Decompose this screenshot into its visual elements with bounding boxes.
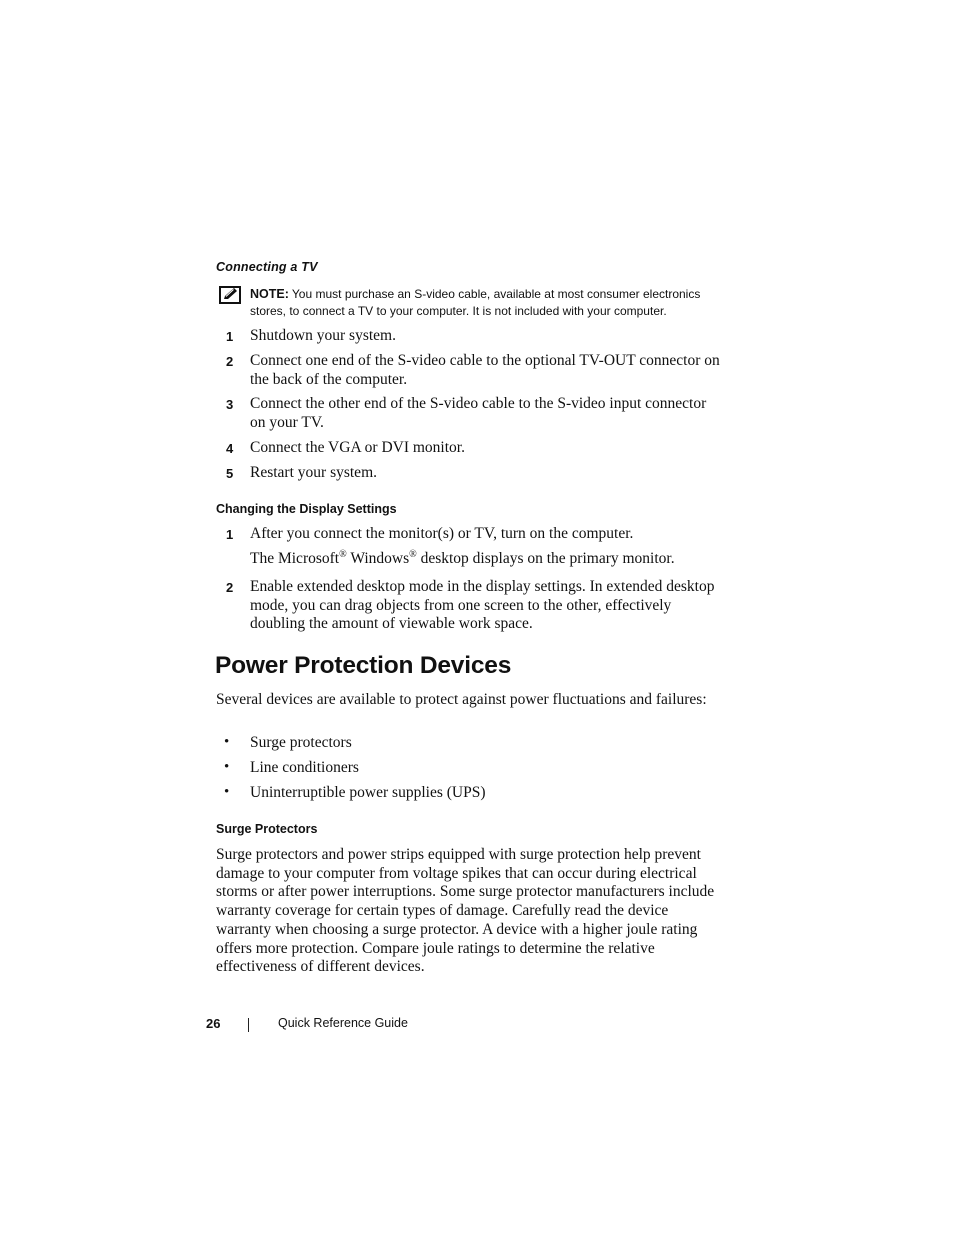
step-number: 1 xyxy=(226,527,234,542)
bullet-marker: • xyxy=(224,784,230,800)
list-item: Uninterruptible power supplies (UPS) xyxy=(250,784,486,801)
step-text: Connect the VGA or DVI monitor. xyxy=(250,439,465,456)
section-heading-connecting-tv: Connecting a TV xyxy=(216,260,318,274)
step-text: After you connect the monitor(s) or TV, turn on the computer. xyxy=(250,525,634,542)
step-text: Enable extended desktop mode in the display settings. In extended desktop mode, you can drag objects from one screen to the other, effectively doubling the amount of viewable work space. xyxy=(250,578,715,632)
step-number: 5 xyxy=(226,466,234,481)
step-number: 4 xyxy=(226,441,234,456)
intro-paragraph: Several devices are available to protect against power fluctuations and failures: xyxy=(216,691,707,708)
step-subtext: The Microsoft® Windows® desktop displays on the primary monitor. xyxy=(250,548,675,567)
list-item: Surge protectors xyxy=(250,734,352,751)
list-item: Line conditioners xyxy=(250,759,359,776)
note-text: You must purchase an S-video cable, available at most consumer electronics stores, to connect a TV to your computer. It is not included with your computer. xyxy=(250,287,701,318)
footer-title: Quick Reference Guide xyxy=(278,1016,408,1030)
section-heading-surge-protectors: Surge Protectors xyxy=(216,822,318,836)
step-number: 3 xyxy=(226,397,234,412)
step-number: 2 xyxy=(226,354,234,369)
step-text: Connect one end of the S-video cable to the optional TV-OUT connector on the back of the computer. xyxy=(250,352,720,388)
step-text: Shutdown your system. xyxy=(250,327,396,344)
section-heading-display-settings: Changing the Display Settings xyxy=(216,502,397,516)
step-number: 2 xyxy=(226,580,234,595)
surge-paragraph: Surge protectors and power strips equipped with surge protection help prevent damage to your computer from voltage spikes that can occur during electrical storms or after power interruptions. Some surge protector manufacturers include warranty coverage for certain types of damage. Carefully read the device warranty when choosing a surge protector. A device with a higher joule rating offers more protection. Compare joule ratings to determine the relative effectiveness of different devices. xyxy=(216,846,715,976)
bullet-marker: • xyxy=(224,759,230,775)
pencil-note-icon xyxy=(219,286,241,304)
footer-divider xyxy=(248,1018,249,1032)
page-number: 26 xyxy=(206,1016,221,1031)
page-title: Power Protection Devices xyxy=(215,652,512,679)
step-text: Restart your system. xyxy=(250,464,377,481)
bullet-marker: • xyxy=(224,734,230,750)
step-text: Connect the other end of the S-video cable to the S-video input connector on your TV. xyxy=(250,395,707,431)
step-number: 1 xyxy=(226,329,234,344)
note-block xyxy=(250,286,720,320)
note-label: NOTE: xyxy=(250,287,289,301)
